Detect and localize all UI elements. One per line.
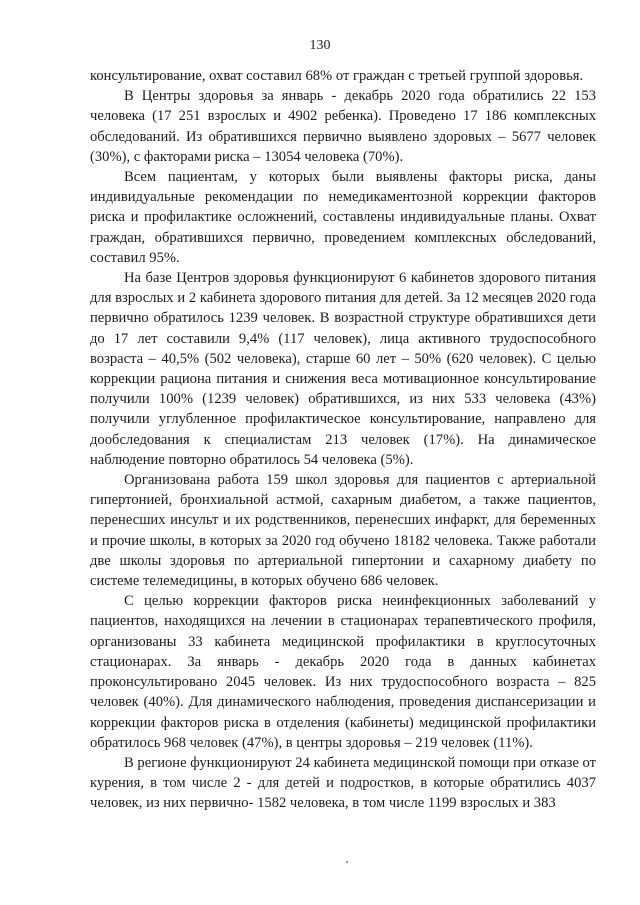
scan-artifact-dot	[346, 861, 348, 863]
paragraph-smoking-cessation: В регионе функционируют 24 кабинета медицинской помощи при отказе от курения, в том числе 2 - для детей и подростков, в которые обратились 4037 человек, из них первично- 1582 человека, в том числе 1199 взрослых и 383	[90, 754, 596, 812]
paragraph-health-schools: Организована работа 159 школ здоровья для пациентов с артериальной гипертонией, бронхиальной астмой, сахарным диабетом, а также пациентов, перенесших инсульт и их родственников, перенесших инфаркт, для беременных и прочие школы, в которых за 2020 год обучено 18182 человека. Также работали две школы здоровья по артериальной гипертонии и сахарному диабету по системе телемедицины, в которых обучено 686 человек.	[90, 472, 596, 590]
paragraph-continued: консультирование, охват составил 68% от граждан с третьей группой здоровья.	[90, 68, 584, 84]
paragraph-risk-factors: Всем пациентам, у которых были выявлены факторы риска, даны индивидуальные рекомендации по немедикаментозной коррекции факторов риска и профилактике осложнений, составлены индивидуальные планы. Охват граждан, обратившихся первично, проведением комплексных обследований, составил 95%.	[90, 169, 596, 266]
paragraph-nutrition-offices: На базе Центров здоровья функционируют 6 кабинетов здорового питания для взрослых и 2 кабинета здорового питания для детей. За 12 месяцев 2020 года первично обратилось 1239 человек. В возрастной структуре обратившихся дети до 17 лет составили 9,4% (117 человек), лица активного трудоспособного возраста – 40,5% (502 человека), старше 60 лет – 50% (620 человек). С целью коррекции рациона питания и снижения веса мотивационное консультирование получили 100% (1239 человек) обратившихся, из них 533 человека (43%) получили углубленное профилактическое консультирование, направлено для дообследования к специалистам 213 человек (17%). На динамическое наблюдение повторно обратилось 54 человека (5%).	[90, 270, 596, 468]
page-number: 130	[309, 38, 331, 53]
document-body	[90, 66, 596, 814]
paragraph-health-centers: В Центры здоровья за январь - декабрь 2020 года обратились 22 153 человека (17 251 взрослых и 4902 ребенка). Проведено 17 186 комплексных обследований. Из обратившихся первично выявлено здоровых – 5677 человек (30%), с факторами риска – 13054 человека (70%).	[90, 88, 596, 165]
paragraph-prevention-offices: С целью коррекции факторов риска неинфекционных заболеваний у пациентов, находящихся на лечении в стационарах терапевтического профиля, организованы 33 кабинета медицинской профилактики в круглосуточных стационарах. За январь - декабрь 2020 года в данных кабинетах проконсультировано 2045 человек. Из них трудоспособного возраста – 825 человек (40%). Для динамического наблюдения, проведения диспансеризации и коррекции факторов риска в отделения (кабинеты) медицинской профилактики обратилось 968 человек (47%), в центры здоровья – 219 человек (11%).	[90, 593, 596, 751]
